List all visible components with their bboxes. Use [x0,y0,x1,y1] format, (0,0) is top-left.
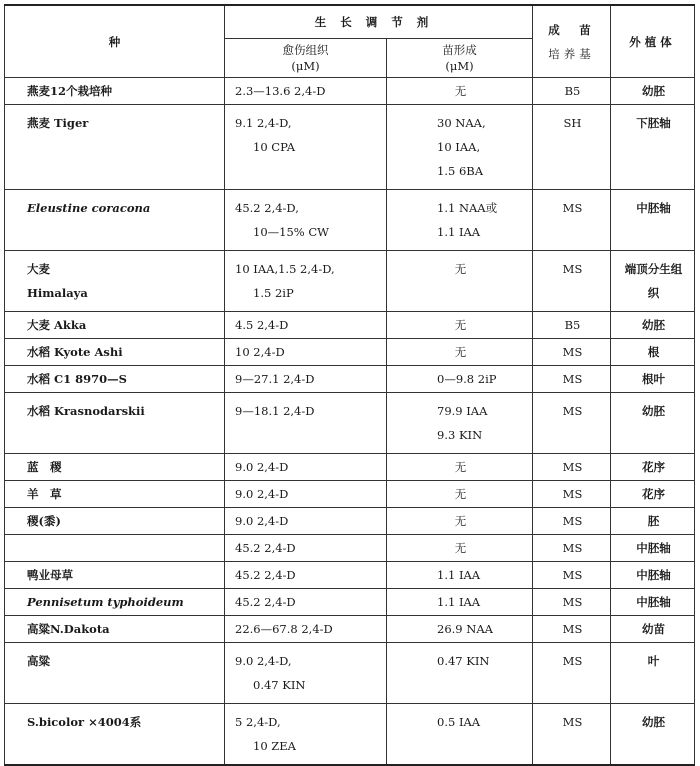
callus-line: 10 ZEA [253,739,296,753]
table-row [5,704,695,766]
header-shoot-unit: (μM) [445,59,474,73]
species-line: 蓝 稷 [27,460,62,474]
header-growth-regulators: 生长调节剂 [225,5,533,39]
species-cell [5,312,225,339]
medium-cell: MS [533,481,611,508]
callus-cell [225,251,387,312]
callus-line: 22.6—67.8 2,4-D [235,622,333,636]
explant-cell: 端顶分生组织 [611,251,695,312]
shoot-cell [387,78,533,105]
medium-cell: MS [533,393,611,454]
species-line: 水稻 C1 8970—S [27,372,127,386]
regulator-table [4,4,695,766]
callus-line: 9.0 2,4-D [235,514,289,528]
medium-cell: MS [533,643,611,704]
shoot-cell [387,339,533,366]
callus-line: 9.0 2,4-D [235,460,289,474]
callus-cell [225,312,387,339]
shoot-cell [387,508,533,535]
shoot-cell [387,366,533,393]
explant-cell: 胚 [611,508,695,535]
header-medium [533,5,611,78]
explant-cell: 幼胚 [611,78,695,105]
callus-line: 9.0 2,4-D, [235,654,292,668]
explant-cell: 幼胚 [611,704,695,766]
header-shoot-label: 苗形成 [442,43,477,57]
header-callus-label: 愈伤组织 [282,43,329,57]
species-cell [5,251,225,312]
table-row [5,251,695,312]
explant-cell: 中胚轴 [611,562,695,589]
species-line: 高粱 [27,654,50,668]
species-cell [5,508,225,535]
callus-line: 9.0 2,4-D [235,487,289,501]
callus-line: 45.2 2,4-D [235,595,296,609]
species-line: 稷(黍) [27,514,61,528]
table-row [5,535,695,562]
explant-cell: 根 [611,339,695,366]
shoot-cell [387,562,533,589]
species-line: 燕麦12个栽培种 [27,84,113,98]
shoot-line: 30 NAA, [437,116,486,130]
callus-cell [225,643,387,704]
shoot-line: 无 [454,460,467,474]
callus-cell [225,339,387,366]
shoot-line: 1.1 IAA [437,568,481,582]
medium-cell: MS [533,616,611,643]
table-row [5,366,695,393]
callus-cell [225,562,387,589]
callus-line: 9.1 2,4-D, [235,116,292,130]
explant-cell: 幼胚 [611,393,695,454]
callus-cell [225,704,387,766]
species-line: 大麦 Akka [27,318,87,332]
callus-cell [225,105,387,190]
table-row [5,339,695,366]
medium-cell: MS [533,508,611,535]
table-row [5,508,695,535]
explant-cell: 花序 [611,481,695,508]
header-explant: 外植体 [611,5,695,78]
medium-cell: MS [533,535,611,562]
table-row [5,643,695,704]
table-row [5,562,695,589]
medium-cell: B5 [533,312,611,339]
shoot-cell [387,393,533,454]
callus-line: 2.3—13.6 2,4-D [235,84,326,98]
shoot-line: 10 IAA, [437,140,481,154]
callus-cell [225,78,387,105]
table-body [5,78,695,766]
table-row [5,312,695,339]
shoot-line: 0—9.8 2iP [437,372,497,386]
explant-cell: 花序 [611,454,695,481]
explant-cell: 根叶 [611,366,695,393]
species-cell [5,393,225,454]
shoot-line: 1.1 IAA [437,225,481,239]
shoot-cell [387,190,533,251]
species-line: 水稻 Krasnodarskii [27,404,145,418]
species-cell [5,562,225,589]
shoot-line: 1.1 NAA或 [437,201,498,215]
shoot-cell [387,312,533,339]
callus-cell [225,393,387,454]
species-cell [5,535,225,562]
medium-cell: MS [533,454,611,481]
shoot-line: 无 [454,514,467,528]
callus-line: 45.2 2,4-D [235,541,296,555]
shoot-cell [387,105,533,190]
species-line: 大麦 [27,262,50,276]
species-cell [5,105,225,190]
medium-cell: MS [533,589,611,616]
callus-line: 0.47 KIN [253,678,306,692]
explant-cell: 中胚轴 [611,535,695,562]
medium-cell: MS [533,190,611,251]
species-line: 高粱N.Dakota [27,622,110,636]
shoot-line: 0.47 KIN [437,654,490,668]
header-shoot [387,39,533,78]
table-row [5,616,695,643]
callus-line: 10 2,4-D [235,345,285,359]
species-line: 燕麦 Tiger [27,116,89,130]
shoot-cell [387,454,533,481]
callus-cell [225,366,387,393]
species-cell [5,616,225,643]
callus-line: 9—18.1 2,4-D [235,404,315,418]
shoot-cell [387,616,533,643]
medium-cell: B5 [533,78,611,105]
shoot-line: 无 [454,84,467,98]
species-line: 羊 草 [27,487,62,501]
shoot-line: 无 [454,541,467,555]
callus-cell [225,616,387,643]
shoot-line: 0.5 IAA [437,715,481,729]
species-cell [5,339,225,366]
table-row [5,190,695,251]
table-row [5,393,695,454]
table-row [5,589,695,616]
callus-line: 1.5 2iP [253,286,294,300]
species-cell [5,454,225,481]
callus-line: 4.5 2,4-D [235,318,289,332]
shoot-cell [387,704,533,766]
callus-line: 45.2 2,4-D [235,568,296,582]
species-line: S.bicolor ×4004系 [27,715,142,729]
shoot-cell [387,481,533,508]
shoot-cell [387,589,533,616]
explant-cell: 叶 [611,643,695,704]
shoot-cell [387,535,533,562]
shoot-line: 9.3 KIN [437,428,483,442]
shoot-line: 79.9 IAA [437,404,488,418]
species-cell [5,589,225,616]
shoot-line: 无 [454,262,467,276]
table-row [5,105,695,190]
callus-line: 10 CPA [253,140,296,154]
medium-cell: MS [533,339,611,366]
explant-cell: 中胚轴 [611,589,695,616]
medium-cell: SH [533,105,611,190]
shoot-line: 1.1 IAA [437,595,481,609]
explant-cell: 下胚轴 [611,105,695,190]
callus-cell [225,508,387,535]
shoot-line: 无 [454,318,467,332]
species-cell [5,481,225,508]
species-line: 水稻 Kyote Ashi [27,345,123,359]
shoot-cell [387,251,533,312]
explant-cell: 幼苗 [611,616,695,643]
shoot-line: 1.5 6BA [437,164,484,178]
explant-cell: 中胚轴 [611,190,695,251]
callus-line: 10—15% CW [253,225,329,239]
table-row [5,78,695,105]
species-line: 鸭业母草 [27,568,73,582]
species-line: Pennisetum typhoideum [27,595,184,609]
species-line: Himalaya [27,286,88,300]
header-species: 种 [5,5,225,78]
shoot-cell [387,643,533,704]
callus-line: 5 2,4-D, [235,715,281,729]
header-medium-line1: 成 苗 [548,22,595,37]
species-cell [5,190,225,251]
species-cell [5,78,225,105]
callus-cell [225,454,387,481]
medium-cell: MS [533,704,611,766]
medium-cell: MS [533,251,611,312]
species-cell [5,643,225,704]
callus-cell [225,481,387,508]
callus-line: 10 IAA,1.5 2,4-D, [235,262,335,276]
header-callus [225,39,387,78]
species-line: Eleustine coracona [27,201,151,215]
species-cell [5,704,225,766]
callus-line: 9—27.1 2,4-D [235,372,315,386]
table-row [5,481,695,508]
shoot-line: 无 [454,487,467,501]
header-medium-line2: 培养基 [548,46,595,61]
callus-cell [225,589,387,616]
explant-cell: 幼胚 [611,312,695,339]
callus-cell [225,535,387,562]
callus-cell [225,190,387,251]
header-callus-unit: (μM) [291,59,320,73]
callus-line: 45.2 2,4-D, [235,201,299,215]
medium-cell: MS [533,366,611,393]
medium-cell: MS [533,562,611,589]
shoot-line: 26.9 NAA [437,622,493,636]
shoot-line: 无 [454,345,467,359]
table-row [5,454,695,481]
species-cell [5,366,225,393]
